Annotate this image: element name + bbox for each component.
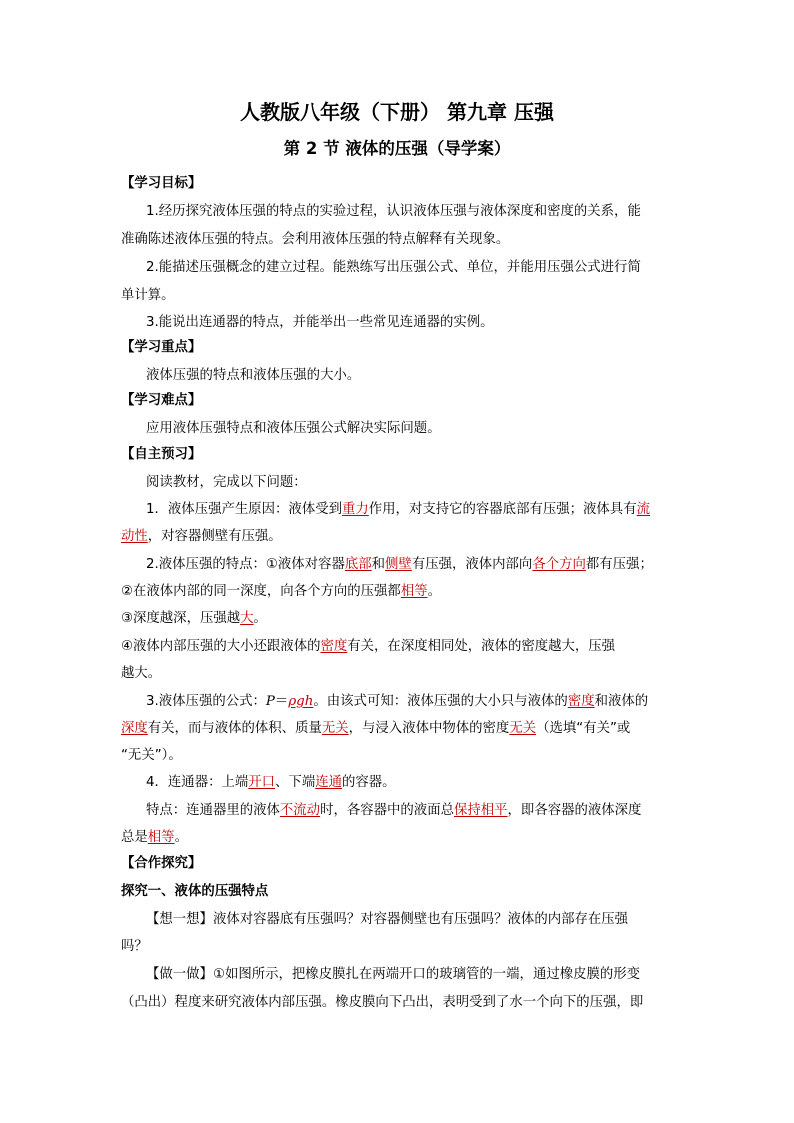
answer-density-2: 密度 (567, 694, 595, 709)
answer-not-flowing: 不流动 (279, 803, 321, 818)
answer-connected: 连通 (315, 775, 342, 790)
answer-unrelated-2: 无关 (509, 721, 537, 736)
preview-q3-cont-2: “无关”）。 (121, 748, 182, 763)
answer-unrelated-1: 无关 (321, 721, 349, 736)
preview-q1 (146, 500, 650, 520)
answer-formula: ρgh (288, 694, 314, 709)
answer-depth: 深度 (121, 721, 148, 736)
difficulty-text: 应用液体压强特点和液体压强公式解决实际问题。 (146, 421, 441, 436)
feat-text-3: ，即各容器的液体深度 (507, 803, 642, 818)
preview-q2-d (121, 637, 615, 657)
q2b-text-2: 。 (427, 584, 441, 599)
answer-side-wall: 侧壁 (385, 557, 412, 572)
answer-open-top: 开口 (248, 775, 276, 790)
page-subtitle: 第 2 节 液体的压强（导学案） (283, 139, 511, 158)
q2b-text-1: ②在液体内部的同一深度，向各个方向的压强都 (121, 584, 401, 599)
answer-fluidity-part1: 流 (636, 502, 650, 517)
q4-text-2: 、下端 (275, 775, 316, 790)
answer-fluidity-part2: 动性 (121, 529, 148, 544)
answer-bottom: 底部 (344, 557, 372, 572)
section-heading-difficulty: 【学习难点】 (121, 393, 202, 408)
do-text: 【做一做】①如图所示，把橡皮膜扎在两端开口的玻璃管的一端，通过橡皮膜的形变 (146, 967, 641, 982)
q4-text-1: 4．连通器：上端 (146, 775, 249, 790)
preview-q2-d-cont: 越大。 (121, 666, 162, 681)
answer-density: 密度 (320, 639, 348, 654)
goal-item-2: 2.能描述压强概念的建立过程。能熟练写出压强公式、单位，并能用压强公式进行简 (146, 260, 641, 275)
key-text: 液体压强的特点和液体压强的大小。 (146, 368, 361, 383)
goal-item-2-cont: 单计算。 (121, 288, 175, 303)
think-text: 【想一想】液体对容器底有压强吗？对容器侧壁也有压强吗？液体的内部存在压强 (146, 912, 629, 927)
q3-text-3: 和液体的 (594, 694, 649, 709)
q2-text-4: 都有压强； (585, 557, 653, 572)
answer-all-directions: 各个方向 (532, 557, 586, 572)
preview-q2-b (121, 582, 441, 602)
section-heading-goals: 【学习目标】 (121, 176, 202, 191)
preview-q2-c (121, 609, 267, 629)
do-text-cont: （凸出）程度来研究液体内部压强。橡皮膜向下凸出，表明受到了水一个向下的压强，即 (121, 995, 644, 1010)
preview-q2 (146, 555, 653, 575)
preview-q4 (146, 773, 396, 793)
q2-text-3: 有压强，液体内部向 (411, 557, 533, 572)
q2d-text-1: ④液体内部压强的大小还跟液体的 (121, 639, 321, 654)
q2-text-1: 2.液体压强的特点：①液体对容器 (146, 557, 345, 572)
answer-gravity: 重力 (342, 502, 369, 517)
q3-text-5: ，与浸入液体中物体的密度 (348, 721, 510, 736)
answer-larger: 大 (240, 611, 254, 626)
preview-q1-cont (121, 527, 282, 547)
q2c-text-1: ③深度越深，压强越 (121, 611, 241, 626)
goal-item-1: 1.经历探究液体压强的特点的实验过程，认识液体压强与液体深度和密度的关系，能 (146, 204, 641, 219)
page-title: 人教版八年级（下册） 第九章 压强 (240, 100, 554, 124)
preview-feature (146, 801, 641, 821)
answer-level: 保持相平 (453, 803, 508, 818)
section-heading-coop: 【合作探究】 (121, 856, 202, 871)
answer-equal: 相等 (400, 584, 428, 599)
section-heading-preview: 【自主预习】 (121, 447, 202, 462)
preview-q3 (146, 692, 648, 712)
preview-intro: 阅读教材，完成以下问题： (146, 475, 307, 490)
feat-text-5: 。 (174, 830, 188, 845)
q3-text-1: 3.液体压强的公式： (146, 694, 266, 709)
q3-text-6: （选填“有关”或 (536, 721, 631, 736)
q2-text-2: 和 (371, 557, 386, 572)
goal-item-1-cont: 准确陈述液体压强的特点。会利用液体压强的特点解释有关现象。 (121, 232, 510, 247)
q3-text-2: 。由该式可知：液体压强的大小只与液体的 (313, 694, 568, 709)
q2c-text-2: 。 (253, 611, 267, 626)
preview-q3-cont (121, 719, 630, 739)
feat-text-2: 时，各容器中的液面总 (320, 803, 454, 818)
q2d-text-2: 有关，在深度相同处，液体的密度越大，压强 (347, 639, 616, 654)
feat-text-4: 总是 (121, 830, 148, 845)
q1-text-1: 1．液体压强产生原因：液体受到 (146, 502, 342, 517)
q4-text-3: 的容器。 (342, 775, 396, 790)
answer-equal-2: 相等 (147, 830, 175, 845)
formula-p: P (265, 694, 275, 709)
goal-item-3: 3.能说出连通器的特点，并能举出一些常见连通器的实例。 (146, 315, 494, 330)
q1-text-3: ，对容器侧壁有压强。 (147, 529, 282, 544)
formula-equals: ＝ (274, 694, 289, 709)
q1-text-2: 作用，对支持它的容器底部有压强；液体具有 (368, 502, 637, 517)
explore-1-heading: 探究一、液体的压强特点 (121, 884, 269, 899)
preview-feature-cont (121, 828, 188, 848)
think-text-cont: 吗？ (121, 939, 148, 954)
q3-text-4: 有关，而与液体的体积、质量 (147, 721, 322, 736)
feat-text-1: 特点：连通器里的液体 (146, 803, 280, 818)
section-heading-key: 【学习重点】 (121, 340, 202, 355)
